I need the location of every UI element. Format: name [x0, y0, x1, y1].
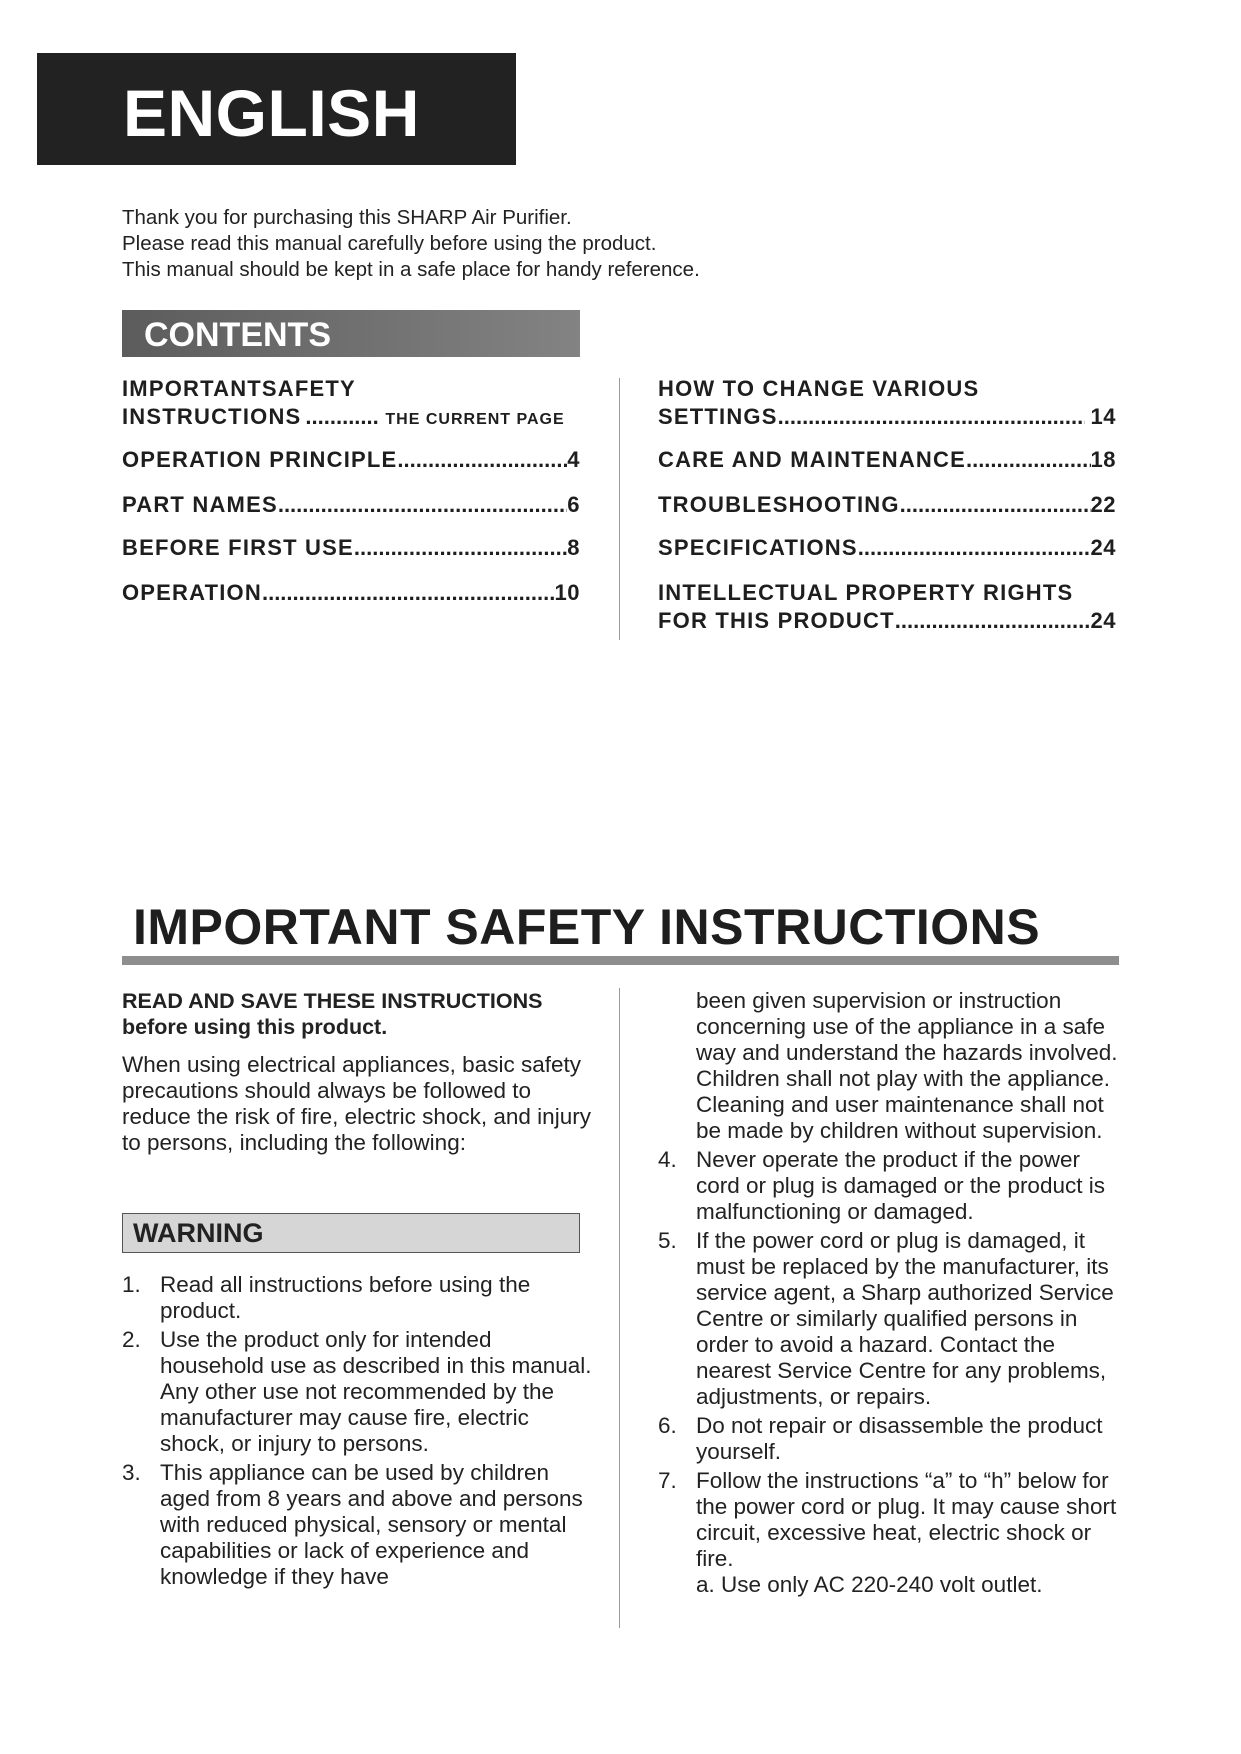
toc-leader	[397, 447, 567, 473]
toc-page: 22	[1090, 492, 1116, 517]
item-text: been given supervision or instruction concerning use of the appliance in a safe way and understand the hazards involved. Children shall not play with the appliance. Cleaning and user maintenance shall not be made by children without supervision.	[696, 988, 1118, 1143]
toc-leader	[278, 492, 567, 518]
item-text: This appliance can be used by children aged from 8 years and above and persons with reduced physical, sensory or mental capabilities or lack of experience and knowledge if they have	[160, 1460, 583, 1589]
item-number: 3.	[122, 1460, 141, 1485]
item-text: Never operate the product if the power cord or plug is damaged or the product is malfunctioning or damaged.	[696, 1147, 1105, 1224]
item-number: 5.	[658, 1228, 677, 1253]
toc-page: THE CURRENT PAGE	[385, 411, 565, 428]
toc-page: 8	[567, 535, 580, 560]
toc-label: SETTINGS	[658, 404, 778, 429]
toc-column-divider	[619, 378, 620, 640]
item-text: Use the product only for intended household use as described in this manual. Any other use not recommended by the manufacturer may cause fire, electric shock, or injury to persons.	[160, 1327, 592, 1456]
safety-lead-bold: before using this product.	[122, 1015, 388, 1039]
toc-label: PART NAMES	[122, 492, 278, 517]
language-banner	[37, 53, 516, 165]
toc-entry-settings[interactable]	[658, 376, 1116, 430]
list-item	[658, 1228, 1128, 1410]
toc-page: 4	[567, 447, 580, 472]
list-item	[122, 1272, 592, 1324]
list-item-continued	[658, 988, 1128, 1144]
intro-line: Thank you for purchasing this SHARP Air Purifier.	[122, 206, 572, 229]
toc-leader	[305, 404, 379, 430]
contents-heading: CONTENTS	[144, 316, 331, 354]
safety-lead-text: When using electrical appliances, basic safety precautions should always be followed to reduce the risk of fire, electric shock, and injury to persons, including the following:	[122, 1052, 591, 1155]
contents-heading-bar	[122, 310, 580, 357]
toc-page: 18	[1090, 447, 1116, 472]
toc-entry-troubleshooting[interactable]	[658, 492, 1116, 518]
toc-entry-operation[interactable]	[122, 580, 580, 606]
toc-entry-operation-principle[interactable]	[122, 447, 580, 473]
toc-label: HOW TO CHANGE VARIOUS	[658, 376, 980, 401]
toc-leader	[858, 535, 1091, 561]
safety-title: IMPORTANT SAFETY INSTRUCTIONS	[133, 899, 1041, 955]
toc-label: OPERATION PRINCIPLE	[122, 447, 398, 472]
toc-label: BEFORE FIRST USE	[122, 535, 354, 560]
toc-leader	[966, 447, 1091, 473]
list-item	[122, 1327, 592, 1457]
warning-list-left	[122, 1272, 592, 1593]
list-item	[658, 1413, 1128, 1465]
item-number: 6.	[658, 1413, 677, 1438]
warning-box	[122, 1213, 580, 1253]
sub-list-item	[658, 1572, 1128, 1598]
toc-leader	[354, 535, 567, 561]
toc-entry-ip-rights[interactable]	[658, 580, 1116, 634]
toc-page: 24	[1090, 535, 1116, 560]
toc-page: 6	[567, 492, 580, 517]
item-number: 4.	[658, 1147, 677, 1172]
toc-page: 14	[1090, 404, 1116, 429]
intro-line: Please read this manual carefully before using the product.	[122, 232, 657, 255]
toc-leader	[262, 580, 555, 606]
toc-label: INSTRUCTIONS	[122, 404, 302, 429]
language-title: ENGLISH	[123, 76, 420, 150]
toc-entry-part-names[interactable]	[122, 492, 580, 518]
item-text: If the power cord or plug is damaged, it must be replaced by the manufacturer, its service agent, a Sharp authorized Service Centre or similarly qualified persons in order to avoid a hazard. Contact the nearest Service Centre for any problems, adjustments, or repairs.	[696, 1228, 1114, 1409]
item-text: a. Use only AC 220-240 volt outlet.	[696, 1572, 1043, 1597]
safety-lead	[122, 988, 592, 1156]
toc-label: SPECIFICATIONS	[658, 535, 858, 560]
list-item	[658, 1147, 1128, 1225]
warning-label: WARNING	[133, 1218, 264, 1248]
toc-entry-safety[interactable]	[122, 376, 580, 430]
toc-entry-care-maintenance[interactable]	[658, 447, 1116, 473]
item-number: 2.	[122, 1327, 141, 1352]
toc-label: IMPORTANTSAFETY	[122, 376, 356, 401]
intro-line: This manual should be kept in a safe place for handy reference.	[122, 258, 700, 281]
safety-lead-bold: READ AND SAVE THESE INSTRUCTIONS	[122, 989, 543, 1013]
toc-page: 10	[554, 580, 580, 605]
item-text: Do not repair or disassemble the product yourself.	[696, 1413, 1103, 1464]
item-number: 1.	[122, 1272, 141, 1297]
toc-label: INTELLECTUAL PROPERTY RIGHTS	[658, 580, 1074, 605]
item-text: Follow the instructions “a” to “h” below for the power cord or plug. It may cause short circuit, excessive heat, electric shock or fire.	[696, 1468, 1117, 1571]
item-text: Read all instructions before using the product.	[160, 1272, 531, 1323]
toc-page: 24	[1090, 608, 1116, 633]
toc-leader	[778, 404, 1085, 430]
toc-entry-before-first-use[interactable]	[122, 535, 580, 561]
toc-label: CARE AND MAINTENANCE	[658, 447, 966, 472]
toc-label: FOR THIS PRODUCT	[658, 608, 895, 633]
toc-leader	[895, 608, 1091, 634]
warning-list-right	[658, 988, 1128, 1601]
list-item	[122, 1460, 592, 1590]
safety-title-rule	[122, 956, 1119, 965]
intro-text	[122, 205, 700, 283]
item-number: 7.	[658, 1468, 677, 1493]
toc-entry-specifications[interactable]	[658, 535, 1116, 561]
toc-label: OPERATION	[122, 580, 262, 605]
toc-leader	[900, 492, 1091, 518]
list-item	[658, 1468, 1128, 1572]
toc-label: TROUBLESHOOTING	[658, 492, 900, 517]
safety-column-divider	[619, 988, 620, 1628]
